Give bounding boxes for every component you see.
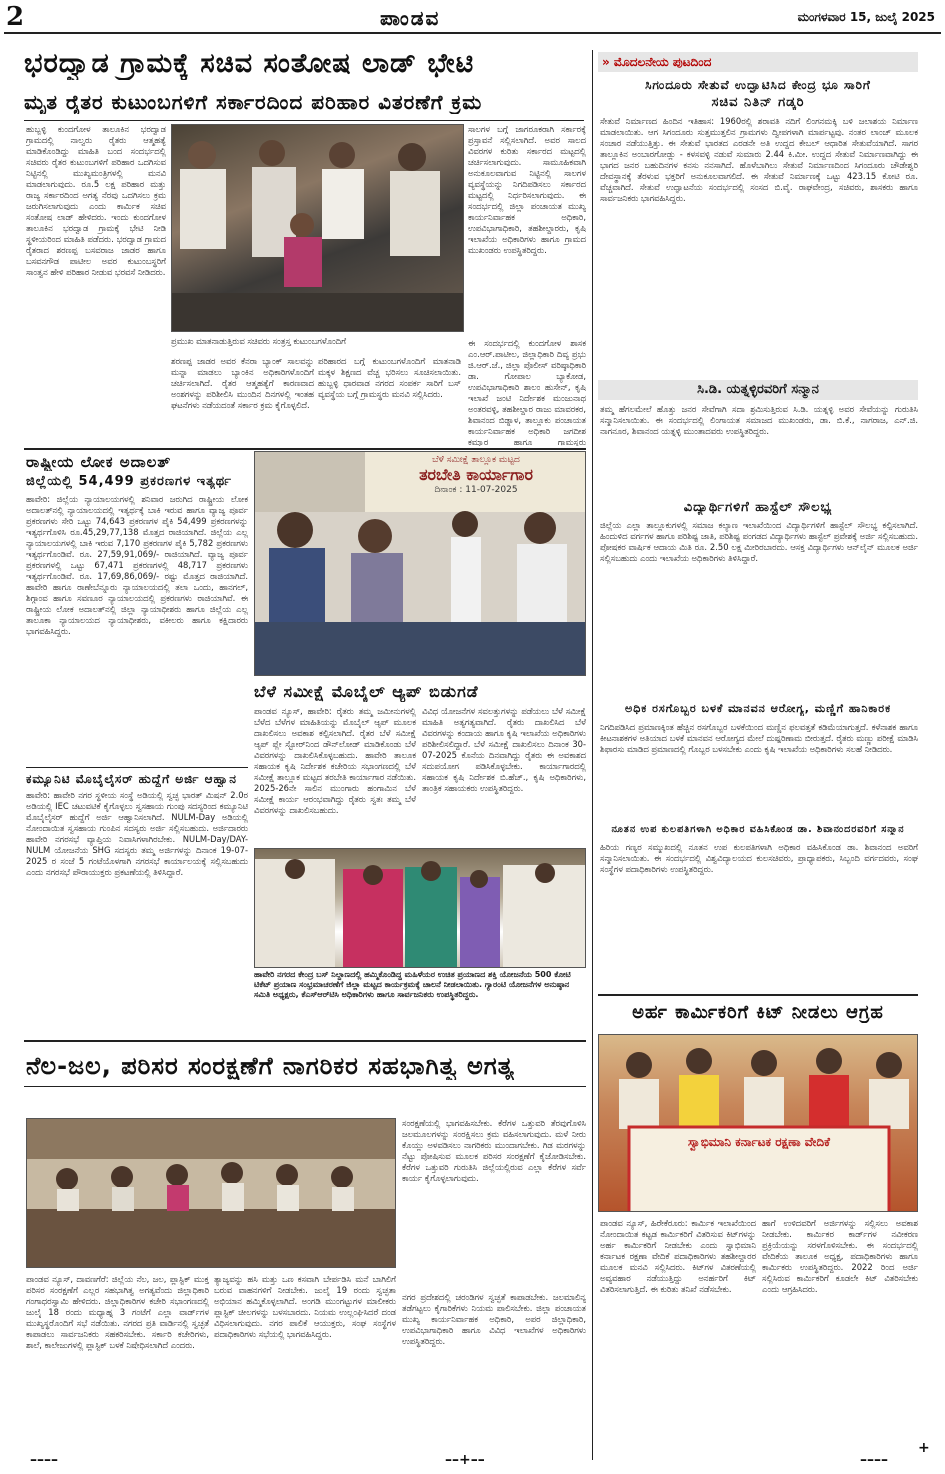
- water-column-1: ಪಾಂಡವ ನ್ಯೂಸ್, ದಾವಣಗೆರೆ: ಜಿಲ್ಲೆಯ ನೆಲ, ಜಲ, ಪ್ಲಾಸ್ಟಿಕ್ ಮುಕ್ತ ಪರಿಸರ ಸಂರಕ್ಷಣೆಗೆ ಎಲ್ಲರ ಸಹಭಾಗಿತ್ವ ಅಗತ್ಯವೆಂದು ಜಿಲ್ಲಾಧಿಕಾರಿ ಗಂಗಾಧರಸ್ವಾಮಿ ಹೇಳಿದರು. ಜಿಲ್ಲಾಧಿಕಾರಿಗಳ ಕಚೇರಿ ಸಭಾಂಗಣದಲ್ಲಿ ಜುಲೈ 18 ರಂದು ಮಧ್ಯಾಹ್ನ 3 ಗಂಟೆಗೆ ಎಲ್ಲಾ ವಾರ್ಡ್‌ಗಳ ಮುಖ್ಯಸ್ಥರೊಂದಿಗೆ ಸಭೆ ನಡೆಯಿತು. ನಗರದ ಪ್ರತಿ ವಾರ್ಡಿನಲ್ಲಿ ಸ್ವಚ್ಛತೆ ಕಾಪಾಡಲು ಸಾರ್ವಜನಿಕರು ಸಹಕರಿಸಬೇಕು. ಸರ್ಕಾರಿ ಕಚೇರಿಗಳು, ಶಾಲೆ, ಕಾಲೇಜುಗಳಲ್ಲಿ ಪ್ಲಾಸ್ಟಿಕ್ ಬಳಕೆ ನಿಷೇಧಿಸಲಾಗಿದೆ ಎಂದರು.: [26, 1274, 209, 1350]
- kit-headline: ಅರ್ಹ ಕಾರ್ಮಿಕರಿಗೆ ಕಿಟ್ ನೀಡಲು ಆಗ್ರಹ: [632, 1002, 884, 1023]
- workshop-photo-graphic: [255, 452, 586, 676]
- lok-adalat-subhead: ಜಿಲ್ಲೆಯಲ್ಲಿ 54,499 ಪ್ರಕರಣಗಳ ಇತ್ಯರ್ಥ: [26, 474, 232, 489]
- kit-column-1: ಪಾಂಡವ ನ್ಯೂಸ್, ಹಿರೇಕೆರೂರು: ಕಾರ್ಮಿಕ ಇಲಾಖೆಯಿಂದ ನೋಂದಾಯಿತ ಕಟ್ಟಡ ಕಾರ್ಮಿಕರಿಗೆ ವಿತರಿಸುವ ಕಿಟ್‌ಗಳನ್ನು ಅರ್ಹ ಕಾರ್ಮಿಕರಿಗೆ ನೀಡಬೇಕು ಎಂದು ಸ್ವಾಭಿಮಾನಿ ಕರ್ನಾಟಕ ರಕ್ಷಣಾ ವೇದಿಕೆ ಪದಾಧಿಕಾರಿಗಳು ತಹಶೀಲ್ದಾರರ ಮೂಲಕ ಮನವಿ ಸಲ್ಲಿಸಿದರು. ಕಿಟ್‌ಗಳ ವಿತರಣೆಯಲ್ಲಿ ಅವ್ಯವಹಾರ ನಡೆಯುತ್ತಿದ್ದು ಅನರ್ಹರಿಗೆ ಕಿಟ್ ವಿತರಿಸಲಾಗುತ್ತಿದೆ. ಈ ಕುರಿತು ತನಿಖೆ ನಡೆಸಬೇಕು.: [600, 1218, 756, 1294]
- crop-survey-headline: ಬೆಳೆ ಸಮೀಕ್ಷೆ ಮೊಬೈಲ್ ಆ್ಯಪ್ ಬಿಡುಗಡೆ: [254, 682, 479, 701]
- meeting-photo: [26, 1118, 396, 1268]
- lok-adalat-body: ಹಾವೇರಿ: ಜಿಲ್ಲೆಯ ನ್ಯಾಯಾಲಯಗಳಲ್ಲಿ ಶನಿವಾರ ಜರುಗಿದ ರಾಷ್ಟ್ರೀಯ ಲೋಕ ಅದಾಲತ್‌ನಲ್ಲಿ ನ್ಯಾಯಾಲಯದಲ್ಲಿ ಇತ್ಯರ್ಥಕ್ಕೆ ಬಾಕಿ ಇರುವ ಹಾಗೂ ವ್ಯಾಜ್ಯ ಪೂರ್ವ ಪ್ರಕರಣಗಳು ಸೇರಿ ಒಟ್ಟು 74,643 ಪ್ರಕರಣಗಳ ಪೈಕಿ 54,499 ಪ್ರಕರಣಗಳನ್ನು ಇತ್ಯರ್ಥಗೊಳಿಸಿ ರೂ.45,29,77,138 ಮೊತ್ತದ ರಾಜಿಯಾಗಿದೆ. ಜಿಲ್ಲೆಯ ಎಲ್ಲ ನ್ಯಾಯಾಲಯಗಳಲ್ಲಿ ಬಾಕಿ ಇರುವ 7,170 ಪ್ರಕರಣಗಳ ಪೈಕಿ 5,782 ಪ್ರಕರಣಗಳು ಇತ್ಯರ್ಥಗೊಂಡಿವೆ. ರೂ. 27,59,91,069/- ರಾಜಿಯಾಗಿದೆ. ವ್ಯಾಜ್ಯ ಪೂರ್ವ ಪ್ರಕರಣಗಳಲ್ಲಿ ಒಟ್ಟು 67,471 ಪ್ರಕರಣಗಳಲ್ಲಿ 48,717 ಪ್ರಕರಣಗಳು ಇತ್ಯರ್ಥಗೊಂಡಿವೆ. ರೂ. 17,69,86,069/- ರಷ್ಟು ಮೊತ್ತದ ರಾಜಿಯಾಗಿದೆ. ಹಾವೇರಿ ಹಾಗೂ ರಾಣೇಬೆನ್ನೂರು ನ್ಯಾಯಾಲಯದಲ್ಲಿ ತಲಾ ಒಂದು, ಹಾನಗಲ್, ಶಿಗ್ಗಾಂವ ಹಾಗೂ ಸವಣೂರ ನ್ಯಾಯಾಲಯದಲ್ಲಿ ಪ್ರಕರಣಗಳು ರಾಜಿಯಾಗಿವೆ. ಈ ರಾಷ್ಟ್ರೀಯ ಲೋಕ ಅದಾಲತ್‌ನಲ್ಲಿ ಜಿಲ್ಲಾ ನ್ಯಾಯಾಧೀಶರು ಹಾಗೂ ಜಿಲ್ಲೆಯ ಎಲ್ಲ ತಾಲೂಕಾ ನ್ಯಾಯಾಲಯದ ನ್ಯಾಯಾಧೀಶರು, ವಕೀಲರು ಹಾಗೂ ಕಕ್ಷಿದಾರರು ಭಾಗವಹಿಸಿದ್ದರು.: [26, 494, 248, 636]
- lead-column-1: ಹುಬ್ಬಳ್ಳಿ ಕುಂದಗೋಳ ತಾಲೂಕಿನ ಭರದ್ವಾಡ ಗ್ರಾಮದಲ್ಲಿ ನಾಲ್ವರು ರೈತರು ಆತ್ಮಹತ್ಯೆ ಮಾಡಿಕೊಂಡಿದ್ದು ಮಾಹಿತಿ ಬಂದ ಸಂದರ್ಭದಲ್ಲಿ ಸಚಿವರು ರೈತರ ಕುಟುಂಬಗಳಿಗೆ ಪರಿಹಾರ ಒದಗಿಸುವ ನಿಟ್ಟಿನಲ್ಲಿ ಮುಖ್ಯಮಂತ್ರಿಗಳಲ್ಲಿ ಮನವಿ ಮಾಡಲಾಗುವುದು. ರೂ.5 ಲಕ್ಷ ಪರಿಹಾರ ಮತ್ತು ರಾಜ್ಯ ಸರ್ಕಾರದಿಂದ ಅಗತ್ಯ ನೆರವು ಒದಗಿಸಲು ಕ್ರಮ ಜರುಗಿಸಲಾಗುವುದು ಎಂದು ಕಾರ್ಮಿಕ ಸಚಿವ ಸಂತೋಷ ಲಾಡ್ ಹೇಳಿದರು. ಇಂದು ಕುಂದಗೋಳ ತಾಲೂಕಿನ ಭರದ್ವಾಡ ಗ್ರಾಮಕ್ಕೆ ಭೇಟಿ ನೀಡಿ ಸ್ಥಳೀಯರಿಂದ ಮಾಹಿತಿ ಪಡೆದರು. ಭರದ್ವಾಡ ಗ್ರಾಮದ ರೈತರಾದ ಶರಣಪ್ಪ ಬಸವರಾಜ ಜಾಡರ ಹಾಗೂ ಬಸವನಗೌಡ ಪಾಟೀಲ ಅವರ ಕುಟುಂಬಸ್ಥರಿಗೆ ಸಾಂತ್ವನ ಹೇಳಿ ಪರಿಹಾರ ನೀಡುವ ಭರವಸೆ ನೀಡಿದರು.: [26, 124, 166, 277]
- issue-date: ಮಂಗಳವಾರ 15, ಜುಲೈ 2025: [797, 10, 935, 24]
- kit-photo-graphic: [599, 1035, 918, 1212]
- lead-photo-graphic: [172, 125, 464, 332]
- lok-adalat-headline: ರಾಷ್ಟ್ರೀಯ ಲೋಕ ಅದಾಲತ್: [26, 453, 172, 471]
- fertilizer-body: ನಿಗದಿಪಡಿಸಿದ ಪ್ರಮಾಣಕ್ಕಿಂತ ಹೆಚ್ಚಿನ ರಸಗೊಬ್ಬರ ಬಳಕೆಯಿಂದ ಮಣ್ಣಿನ ಫಲವತ್ತತೆ ಕಡಿಮೆಯಾಗುತ್ತದೆ. ಕಳೆನಾಶಕ ಹಾಗೂ ಕೀಟನಾಶಕಗಳ ಅತಿಯಾದ ಬಳಕೆ ಮಾನವನ ಆರೋಗ್ಯದ ಮೇಲೆ ದುಷ್ಪರಿಣಾಮ ಬೀರುತ್ತದೆ. ರೈತರು ಮಣ್ಣು ಪರೀಕ್ಷೆ ಮಾಡಿಸಿ ಶಿಫಾರಸು ಮಾಡಿದ ಪ್ರಮಾಣದಲ್ಲಿ ಗೊಬ್ಬರ ಬಳಸಬೇಕು ಎಂದು ಕೃಷಿ ಇಲಾಖೆಯ ಅಧಿಕಾರಿಗಳು ಸಲಹೆ ನೀಡಿದರು.: [600, 722, 918, 754]
- yatnalli-body: ತಮ್ಮ ಹೆಗಲಮೇಲೆ ಹೊತ್ತು ಜನರ ಸೇವೆಗಾಗಿ ಸದಾ ಶ್ರಮಿಸುತ್ತಿರುವ ಸಿ.ಡಿ. ಯತ್ನಳ್ಳಿ ಅವರ ಸೇವೆಯನ್ನು ಗುರುತಿಸಿ ಸನ್ಮಾನಿಸಲಾಯಿತು. ಈ ಸಂದರ್ಭದಲ್ಲಿ ಲಿಂಗಾಯತ ಸಮಾಜದ ಮುಖಂಡರು, ಡಾ. ಬಿ.ಕೆ., ನಾಗರಾಜ, ಎನ್.ಜಿ. ನಾಗನೂರ, ಶಿವಾನಂದ ಯತ್ನಳ್ಳಿ ಮುಂತಾದವರು ಉಪಸ್ಥಿತರಿದ್ದರು.: [600, 404, 918, 436]
- kit-column-2: ಹಾಗೆ ಉಳಿದವರಿಗೆ ಅರ್ಜಿಗಳನ್ನು ಸಲ್ಲಿಸಲು ಅವಕಾಶ ನೀಡಬೇಕು. ಕಾರ್ಮಿಕರ ಕಾರ್ಡ್‌ಗಳ ನವೀಕರಣ ಪ್ರಕ್ರಿಯೆಯನ್ನು ಸರಳಗೊಳಿಸಬೇಕು. ಈ ಸಂದರ್ಭದಲ್ಲಿ ವೇದಿಕೆಯ ತಾಲೂಕ ಅಧ್ಯಕ್ಷ, ಪದಾಧಿಕಾರಿಗಳು ಹಾಗೂ ಕಾರ್ಮಿಕರು ಉಪಸ್ಥಿತರಿದ್ದರು. 2022 ರಿಂದ ಅರ್ಜಿ ಸಲ್ಲಿಸಿರುವ ಕಾರ್ಮಿಕರಿಗೆ ಕೂಡಲೇ ಕಿಟ್ ವಿತರಿಸಬೇಕು ಎಂದು ಆಗ್ರಹಿಸಿದರು.: [762, 1218, 918, 1294]
- lead-column-5: ಈ ಸಂದರ್ಭದಲ್ಲಿ ಕುಂದಗೋಳ ಶಾಸಕ ಎಂ.ಆರ್.ಪಾಟೀಲ, ಜಿಲ್ಲಾಧಿಕಾರಿ ದಿವ್ಯ ಪ್ರಭು ಜಿ.ಆರ್.ಜೆ., ಜಿಲ್ಲಾ ಪೊಲೀಸ್ ವರಿಷ್ಠಾಧಿಕಾರಿ ಡಾ. ಗೋಪಾಲ ಬ್ಯಾಕೋಡ, ಉಪವಿಭಾಗಾಧಿಕಾರಿ ಶಾಲಂ ಹುಸೇನ್, ಕೃಷಿ ಇಲಾಖೆ ಜಂಟಿ ನಿರ್ದೇಶಕ ಮಂಜುನಾಥ ಅಂತರವಳ್ಳಿ, ತಹಶೀಲ್ದಾರ ರಾಜು ಮಾವರಕರ, ಶಿವಾನಂದ ಬಿಡ್ನಾಳ, ತಾಲ್ಲೂಕು ಪಂಚಾಯತ ಕಾರ್ಯನಿರ್ವಾಹಕ ಅಧಿಕಾರಿ ಜಗದೀಶ ಕಮ್ಮಾರ ಹಾಗೂ ಗ್ರಾಮಸ್ಥರು: [468, 338, 586, 446]
- water-headline: ನೆಲ-ಜಲ, ಪರಿಸರ ಸಂರಕ್ಷಣೆಗೆ ನಾಗರಿಕರ ಸಹಭಾಗಿತ್ವ ಅಗತ್ಯ: [26, 1052, 515, 1080]
- lead-photo: [171, 124, 464, 332]
- hostel-body: ಜಿಲ್ಲೆಯ ಎಲ್ಲಾ ತಾಲ್ಲೂಕುಗಳಲ್ಲಿ ಸಮಾಜ ಕಲ್ಯಾಣ ಇಲಾಖೆಯಿಂದ ವಿದ್ಯಾರ್ಥಿಗಳಿಗೆ ಹಾಸ್ಟೆಲ್ ಸೌಲಭ್ಯ ಕಲ್ಪಿಸಲಾಗಿದೆ. ಹಿಂದುಳಿದ ವರ್ಗಗಳ ಹಾಗೂ ಪರಿಶಿಷ್ಟ ಜಾತಿ, ಪರಿಶಿಷ್ಟ ಪಂಗಡದ ವಿದ್ಯಾರ್ಥಿಗಳು ಹಾಸ್ಟೆಲ್ ಪ್ರವೇಶಕ್ಕೆ ಅರ್ಜಿ ಸಲ್ಲಿಸಬಹುದು. ಪೋಷಕರ ವಾರ್ಷಿಕ ಆದಾಯ ಮಿತಿ ರೂ. 2.50 ಲಕ್ಷ ಮೀರಿರಬಾರದು. ಆಸಕ್ತ ವಿದ್ಯಾರ್ಥಿಗಳು ಆನ್‌ಲೈನ್ ಮೂಲಕ ಅರ್ಜಿ ಸಲ್ಲಿಸಬಹುದು ಎಂದು ಇಲಾಖೆಯ ಅಧಿಕಾರಿಗಳು ತಿಳಿಸಿದ್ದಾರೆ.: [600, 520, 918, 563]
- ceremony-photo: [254, 848, 586, 968]
- column-divider: [592, 50, 593, 1460]
- footer-mark-left: ––––: [30, 1452, 58, 1468]
- shivanand-headline: ನೂತನ ಉಪ ಕುಲಪತಿಗಳಾಗಿ ಅಧಿಕಾರ ವಹಿಸಿಕೊಂಡ ಡಾ. ಶಿವಾನಂದರವರಿಗೆ ಸನ್ಮಾನ: [611, 824, 905, 835]
- hostel-headline: ವಿದ್ಯಾರ್ಥಿಗಳಿಗೆ ಹಾಸ್ಟೆಲ್ ಸೌಲಭ್ಯ: [683, 500, 833, 515]
- lead-rule: [24, 120, 584, 121]
- ceremony-photo-caption: ಹಾವೇರಿ ನಗರದ ಕೇಂದ್ರ ಬಸ್ ನಿಲ್ದಾಣದಲ್ಲಿ ಹಮ್ಮಿಕೊಂಡಿದ್ದ ಮಹಿಳೆಯರ ಉಚಿತ ಪ್ರಯಾಣದ ಶಕ್ತಿ ಯೋಜನೆಯ 500 ಕೋಟಿ ಟಿಕೆಟ್ ಪ್ರಯಾಣ ಸಂಭ್ರಮಾಚರಣೆಗೆ ಜಿಲ್ಲಾ ಮಟ್ಟದ ಕಾರ್ಯಕ್ರಮಕ್ಕೆ ಚಾಲನೆ ನೀಡಲಾಯಿತು. ಗ್ಯಾರಂಟಿ ಯೋಜನೆಗಳ ಅನುಷ್ಠಾನ ಸಮಿತಿ ಅಧ್ಯಕ್ಷರು, ಕೆಎಸ್‌ಆರ್‌ಟಿಸಿ ಅಧಿಕಾರಿಗಳು ಹಾಗೂ ಸಾರ್ವಜನಿಕರು ಉಪಸ್ಥಿತರಿದ್ದರು.: [254, 970, 571, 999]
- lead-photo-caption: ಪ್ರಮುಖ ಮಾತನಾಡುತ್ತಿರುವ ಸಚಿವರು ಸಂತ್ರಸ್ತ ಕುಟುಂಬಗಳೊಂದಿಗೆ: [171, 336, 347, 346]
- gadkari-headline-line1: ಸಿಗಂದೂರು ಸೇತುವೆ ಉದ್ಘಾಟಿಸಿದ ಕೇಂದ್ರ ಭೂ ಸಾರಿಗೆ: [645, 78, 871, 92]
- lead-column-3: ಶರಣಪ್ಪ ಜಾಡರ ಅವರ ಕೆನರಾ ಬ್ಯಾಂಕ್ ಸಾಲವನ್ನು ಮನ್ನಾ ಮಾಡಲು ಬ್ಯಾಂಕಿನ ಅಧಿಕಾರಿಗಳೊಂದಿಗೆ ಚರ್ಚಿಸಲಾಗಿದೆ. ರೈತರ ಆತ್ಮಹತ್ಯೆಗೆ ಕಾರಣವಾದ ಅಂಶಗಳನ್ನು ಪರಿಶೀಲಿಸಿ ಮುಂದಿನ ದಿನಗಳಲ್ಲಿ ಇಂತಹ ಘಟನೆಗಳು ನಡೆಯದಂತೆ ಸರ್ಕಾರ ಕ್ರಮ ಕೈಗೊಳ್ಳಲಿದೆ.: [171, 356, 314, 410]
- water-column-2: ತ್ಯಾಜ್ಯವನ್ನು ಹಸಿ ಮತ್ತು ಒಣ ಕಸವಾಗಿ ಬೇರ್ಪಡಿಸಿ ಮನೆ ಬಾಗಿಲಿಗೆ ಬರುವ ವಾಹನಗಳಿಗೆ ನೀಡಬೇಕು. ಜುಲೈ 19 ರಂದು ಸ್ವಚ್ಛತಾ ಅಭಿಯಾನ ಹಮ್ಮಿಕೊಳ್ಳಲಾಗಿದೆ. ಅಂಗಡಿ ಮುಂಗಟ್ಟುಗಳ ಮಾಲೀಕರು ಪ್ಲಾಸ್ಟಿಕ್ ಚೀಲಗಳನ್ನು ಬಳಸಬಾರದು. ನಿಯಮ ಉಲ್ಲಂಘಿಸಿದರೆ ದಂಡ ವಿಧಿಸಲಾಗುವುದು. ನಗರ ಪಾಲಿಕೆ ಆಯುಕ್ತರು, ಸಂಘ ಸಂಸ್ಥೆಗಳ ಪದಾಧಿಕಾರಿಗಳು ಸಭೆಯಲ್ಲಿ ಭಾಗವಹಿಸಿದ್ದರು.: [214, 1274, 396, 1339]
- mobilizer-rule: [26, 767, 248, 768]
- kit-photo-banner: ಸ್ವಾಭಿಮಾನಿ ಕರ್ನಾಟಕ ರಕ್ಷಣಾ ವೇದಿಕೆ: [687, 1135, 831, 1149]
- workshop-banner-line1: ಬೆಳೆ ಸಮೀಕ್ಷೆ ತಾಲ್ಲೂಕ ಮಟ್ಟದ: [432, 455, 520, 465]
- lead-subhead: ಮೃತ ರೈತರ ಕುಟುಂಬಗಳಿಗೆ ಸರ್ಕಾರದಿಂದ ಪರಿಹಾರ ವಿತರಣೆಗೆ ಕ್ರಮ: [24, 90, 483, 114]
- kit-photo: [598, 1034, 918, 1212]
- page-number: 2: [6, 2, 25, 32]
- lead-column-2: ಸಾಲಗಳ ಬಗ್ಗೆ ಜಾಗರೂಕರಾಗಿ ಸರ್ಕಾರಕ್ಕೆ ಪ್ರಸ್ತಾವನೆ ಸಲ್ಲಿಸಲಾಗಿದೆ. ಅವರ ಸಾಲದ ವಿವರಗಳ ಕುರಿತು ಸರ್ಕಾರದ ಮಟ್ಟದಲ್ಲಿ ಚರ್ಚಿಸಲಾಗುವುದು. ಸಾಮೂಹಿಕವಾಗಿ ಅನುಕೂಲವಾಗುವ ನಿಟ್ಟಿನಲ್ಲಿ ಸಾಲಗಳ ವ್ಯವಸ್ಥೆಯನ್ನು ನಿಗದಿಪಡಿಸಲು ಸರ್ಕಾರದ ಮಟ್ಟದಲ್ಲಿ ನಿರ್ಧರಿಸಲಾಗುವುದು. ಈ ಸಂದರ್ಭದಲ್ಲಿ ಜಿಲ್ಲಾ ಪಂಚಾಯತ ಮುಖ್ಯ ಕಾರ್ಯನಿರ್ವಾಹಕ ಅಧಿಕಾರಿ, ಉಪವಿಭಾಗಾಧಿಕಾರಿ, ತಹಶೀಲ್ದಾರರು, ಕೃಷಿ ಇಲಾಖೆಯ ಅಧಿಕಾರಿಗಳು ಹಾಗೂ ಗ್ರಾಮದ ಮುಖಂಡರು ಉಪಸ್ಥಿತರಿದ್ದರು.: [468, 124, 586, 255]
- workshop-photo: [254, 451, 586, 676]
- registration-mark: +: [918, 1440, 930, 1456]
- water-column-3: ಸಂರಕ್ಷಣೆಯಲ್ಲಿ ಭಾಗವಹಿಸಬೇಕು. ಕೆರೆಗಳ ಒತ್ತುವರಿ ತೆರವುಗೊಳಿಸಿ ಜಲಮೂಲಗಳನ್ನು ಸಂರಕ್ಷಿಸಲು ಕ್ರಮ ವಹಿಸಲಾಗುವುದು. ಮಳೆ ನೀರು ಕೊಯ್ಲು ಅಳವಡಿಸಲು ನಾಗರಿಕರು ಮುಂದಾಗಬೇಕು. ಗಿಡ ಮರಗಳನ್ನು ನೆಟ್ಟು ಪೋಷಿಸುವ ಮೂಲಕ ಪರಿಸರ ಸಂರಕ್ಷಣೆಗೆ ಕೈಜೋಡಿಸಬೇಕು. ಕೆರೆಗಳ ಒತ್ತುವರಿ ಗುರುತಿಸಿ ಜಿಲ್ಲೆಯಲ್ಲಿರುವ ಎಲ್ಲಾ ಕೆರೆಗಳ ಸರ್ವೆ ಕಾರ್ಯ ಕೈಗೊಳ್ಳಲಾಗುವುದು.: [402, 1118, 586, 1183]
- yatnalli-headline: ಸಿ.ಡಿ. ಯತ್ನಳ್ಳಿರವರಿಗೆ ಸನ್ಮಾನ: [598, 380, 918, 400]
- gadkari-headline-line2: ಸಚಿವ ನಿತಿನ್ ಗಡ್ಕರಿ: [711, 95, 805, 110]
- continued-banner: » ಮೊದಲನೇಯ ಪುಟದಿಂದ: [598, 52, 918, 72]
- mobilizer-body: ಹಾವೇರಿ: ಹಾವೇರಿ ನಗರ ಸ್ಥಳೀಯ ಸಂಸ್ಥೆ ಅಡಿಯಲ್ಲಿ ಸ್ವಚ್ಛ ಭಾರತ್ ಮಿಷನ್ 2.0ರ ಅಡಿಯಲ್ಲಿ IEC ಚಟುವಟಿಕೆ ಕೈಗೊಳ್ಳಲು ಸ್ವಸಹಾಯ ಗುಂಪು ಸದಸ್ಯರಿಂದ ಕಮ್ಯೂನಿಟಿ ಮೊಬೈಲೈಸರ್ ಹುದ್ದೆಗೆ ಅರ್ಜಿ ಆಹ್ವಾನಿಸಲಾಗಿದೆ. NULM-Day ಅಡಿಯಲ್ಲಿ ನೋಂದಾಯಿತ ಸ್ವಸಹಾಯ ಗುಂಪಿನ ಸದಸ್ಯರು ಅರ್ಜಿ ಸಲ್ಲಿಸಬಹುದು. ಅರ್ಜಿದಾರರು ಹಾವೇರಿ ನಗರಸಭೆ ವ್ಯಾಪ್ತಿಯ ನಿವಾಸಿಗಳಾಗಿರಬೇಕು. NULM-Day/DAY-NULM ಯೋಜನೆಯ SHG ಸದಸ್ಯರು ತಮ್ಮ ಅರ್ಜಿಗಳನ್ನು ದಿನಾಂಕ 19-07-2025 ರ ಸಂಜೆ 5 ಗಂಟೆಯೊಳಗಾಗಿ ನಗರಸಭೆ ಕಾರ್ಯಾಲಯಕ್ಕೆ ಸಲ್ಲಿಸಬಹುದು ಎಂದು ನಗರಸಭೆ ಪೌರಾಯುಕ್ತರು ಪ್ರಕಟಣೆಯಲ್ಲಿ ತಿಳಿಸಿದ್ದಾರೆ.: [26, 790, 248, 877]
- water-top-rule: [24, 1040, 586, 1042]
- footer-mark-right: ––––: [860, 1452, 888, 1468]
- fertilizer-headline: ಅಧಿಕ ರಸಗೊಬ್ಬರ ಬಳಕೆ ಮಾನವನ ಆರೋಗ್ಯ, ಮಣ್ಣಿಗೆ ಹಾನಿಕಾರಕ: [624, 702, 892, 715]
- shivanand-body: ಹಿರಿಯ ಗಣ್ಯರ ಸಮ್ಮುಖದಲ್ಲಿ ನೂತನ ಉಪ ಕುಲಪತಿಗಳಾಗಿ ಅಧಿಕಾರ ವಹಿಸಿಕೊಂಡ ಡಾ. ಶಿವಾನಂದ ಅವರಿಗೆ ಸನ್ಮಾನಿಸಲಾಯಿತು. ಈ ಸಂದರ್ಭದಲ್ಲಿ ವಿಶ್ವವಿದ್ಯಾಲಯದ ಕುಲಸಚಿವರು, ಪ್ರಾಧ್ಯಾಪಕರು, ಸಿಬ್ಬಂದಿ ವರ್ಗದವರು, ಸಂಘ ಸಂಸ್ಥೆಗಳ ಪದಾಧಿಕಾರಿಗಳು ಉಪಸ್ಥಿತರಿದ್ದರು.: [600, 842, 918, 874]
- workshop-banner-line2: ತರಬೇತಿ ಕಾರ್ಯಾಗಾರ: [419, 465, 533, 484]
- lead-bottom-rule: [24, 448, 586, 450]
- ceremony-photo-graphic: [255, 849, 586, 968]
- kit-top-rule: [598, 994, 918, 996]
- masthead: ಪಾಂಡವ: [380, 6, 441, 30]
- crop-survey-column-2: ವಿವಿಧ ಯೋಜನೆಗಳ ಸವಲತ್ತುಗಳನ್ನು ಪಡೆಯಲು ಬೆಳೆ ಸಮೀಕ್ಷೆ ಮಾಹಿತಿ ಅತ್ಯಗತ್ಯವಾಗಿದೆ. ರೈತರು ದಾಖಲಿಸಿದ ಬೆಳೆ ವಿವರಗಳನ್ನು ಕಂದಾಯ ಹಾಗೂ ಕೃಷಿ ಇಲಾಖೆಯ ಅಧಿಕಾರಿಗಳು ಪರಿಶೀಲಿಸಲಿದ್ದಾರೆ. ಬೆಳೆ ಸಮೀಕ್ಷೆ ದಾಖಲಿಸಲು ದಿನಾಂಕ 30-07-2025 ಕೊನೆಯ ದಿನವಾಗಿದ್ದು ರೈತರು ಈ ಅವಕಾಶದ ಸದುಪಯೋಗ ಪಡಿಸಿಕೊಳ್ಳಬೇಕು. ಕಾರ್ಯಾಗಾರದಲ್ಲಿ ಸಹಾಯಕ ಕೃಷಿ ನಿರ್ದೇಶಕ ಬಿ.ಹೆಚ್., ಕೃಷಿ ಅಧಿಕಾರಿಗಳು, ತಾಂತ್ರಿಕ ಸಹಾಯಕರು ಉಪಸ್ಥಿತರಿದ್ದರು.: [422, 706, 586, 793]
- header-rule: [4, 32, 941, 34]
- crop-survey-column-1: ಪಾಂಡವ ನ್ಯೂಸ್, ಹಾವೇರಿ: ರೈತರು ತಮ್ಮ ಜಮೀನುಗಳಲ್ಲಿ ಬೆಳೆದ ಬೆಳೆಗಳ ಮಾಹಿತಿಯನ್ನು ಮೊಬೈಲ್ ಆ್ಯಪ್ ಮೂಲಕ ದಾಖಲಿಸಲು ಅವಕಾಶ ಕಲ್ಪಿಸಲಾಗಿದೆ. ರೈತರ ಬೆಳೆ ಸಮೀಕ್ಷೆ ಆ್ಯಪ್ ಪ್ಲೇ ಸ್ಟೋರ್‌ನಿಂದ ಡೌನ್‌ಲೋಡ್ ಮಾಡಿಕೊಂಡು ಬೆಳೆ ವಿವರಗಳನ್ನು ದಾಖಲಿಸಿಕೊಳ್ಳಬಹುದು. ಹಾವೇರಿ ತಾಲೂಕ ಸಹಾಯಕ ಕೃಷಿ ನಿರ್ದೇಶಕ ಕಚೇರಿಯ ಸಭಾಂಗಣದಲ್ಲಿ ಬೆಳೆ ಸಮೀಕ್ಷೆ ತಾಲ್ಲೂಕ ಮಟ್ಟದ ತರಬೇತಿ ಕಾರ್ಯಾಗಾರ ನಡೆಯಿತು. 2025-26ನೇ ಸಾಲಿನ ಮುಂಗಾರು ಹಂಗಾಮಿನ ಬೆಳೆ ಸಮೀಕ್ಷೆ ಕಾರ್ಯ ಆರಂಭವಾಗಿದ್ದು ರೈತರು ಸ್ವತಃ ತಮ್ಮ ಬೆಳೆ ವಿವರಗಳನ್ನು ದಾಖಲಿಸಬಹುದು.: [254, 706, 416, 815]
- water-headline-rule: [24, 1086, 586, 1087]
- water-column-4: ನಗರ ಪ್ರದೇಶದಲ್ಲಿ ಚರಂಡಿಗಳ ಸ್ವಚ್ಛತೆ ಕಾಪಾಡಬೇಕು. ಜಲಮಾಲಿನ್ಯ ತಡೆಗಟ್ಟಲು ಕೈಗಾರಿಕೆಗಳು ನಿಯಮ ಪಾಲಿಸಬೇಕು. ಜಿಲ್ಲಾ ಪಂಚಾಯತ ಮುಖ್ಯ ಕಾರ್ಯನಿರ್ವಾಹಕ ಅಧಿಕಾರಿ, ಅಪರ ಜಿಲ್ಲಾಧಿಕಾರಿ, ಉಪವಿಭಾಗಾಧಿಕಾರಿ ಹಾಗೂ ವಿವಿಧ ಇಲಾಖೆಗಳ ಅಧಿಕಾರಿಗಳು ಉಪಸ್ಥಿತರಿದ್ದರು.: [402, 1292, 586, 1346]
- workshop-banner-date: ದಿನಾಂಕ : 11-07-2025: [434, 485, 518, 495]
- meeting-photo-graphic: [27, 1119, 396, 1268]
- footer-mark-center: ––+––: [445, 1452, 485, 1468]
- mobilizer-headline: ಕಮ್ಯೂನಿಟಿ ಮೊಬೈಲೈಸರ್ ಹುದ್ದೆಗೆ ಅರ್ಜಿ ಆಹ್ವಾನ: [26, 772, 237, 786]
- gadkari-body: ಸೇತುವೆ ನಿರ್ಮಾಣದ ಹಿಂದಿನ ಇತಿಹಾಸ: 1960ರಲ್ಲಿ ಶರಾವತಿ ನದಿಗೆ ಲಿಂಗನಮಕ್ಕಿ ಬಳಿ ಜಲಾಶಯ ನಿರ್ಮಾಣ ಮಾಡಲಾಯಿತು. ಆಗ ಸಿಗಂದೂರು ಸುತ್ತಮುತ್ತಲಿನ ಗ್ರಾಮಗಳು ದ್ವೀಪಗಳಾಗಿ ಮಾರ್ಪಟ್ಟವು. ನಂತರ ಲಾಂಚ್ ಮೂಲಕ ಸಂಚಾರ ನಡೆಯುತ್ತಿತ್ತು. ಈ ಸೇತುವೆ ಭಾರತದ ಎರಡನೇ ಅತಿ ಉದ್ದದ ಕೇಬಲ್ ಆಧಾರಿತ ಸೇತುವೆಯಾಗಿದೆ. ಸಾಗರ ತಾಲ್ಲೂಕಿನ ಅಂಬಾರಗೋಡ್ಲು - ಕಳಸವಳ್ಳಿ ನಡುವೆ ಸುಮಾರು 2.44 ಕಿ.ಮೀ. ಉದ್ದದ ಸೇತುವೆ ನಿರ್ಮಾಣವಾಗಿದ್ದು ಈ ಭಾಗದ ಜನರ ಬಹುದಿನಗಳ ಕನಸು ನನಸಾಗಿದೆ. ಹೊಳೆಬಾಗಿಲು ಸೇತುವೆ ನಿರ್ಮಾಣದಿಂದ ಸಿಗಂದೂರು ಚೌಡೇಶ್ವರಿ ದೇವಸ್ಥಾನಕ್ಕೆ ತೆರಳುವ ಭಕ್ತರಿಗೆ ಅನುಕೂಲವಾಗಲಿದೆ. ಈ ಸೇತುವೆ ನಿರ್ಮಾಣಕ್ಕೆ ಒಟ್ಟು 423.15 ಕೋಟಿ ರೂ. ವೆಚ್ಚವಾಗಿದೆ. ಸೇತುವೆ ಉದ್ಘಾಟನೆಯ ಸಂದರ್ಭದಲ್ಲಿ ಸಂಸದ ಬಿ.ವೈ. ರಾಘವೇಂದ್ರ, ಸಚಿವರು, ಶಾಸಕರು ಹಾಗೂ ಸಾರ್ವಜನಿಕರು ಭಾಗವಹಿಸಿದ್ದರು.: [600, 116, 918, 203]
- lead-headline: ಭರದ್ವಾಡ ಗ್ರಾಮಕ್ಕೆ ಸಚಿವ ಸಂತೋಷ ಲಾಡ್ ಭೇಟಿ: [24, 48, 475, 79]
- lead-column-4: ಪರಿಹಾರದ ಬಗ್ಗೆ ಕುಟುಂಬಗಳೊಂದಿಗೆ ಮಾತನಾಡಿ ಮಕ್ಕಳ ಶಿಕ್ಷಣದ ವೆಚ್ಚ ಭರಿಸಲು ಸೂಚಿಸಲಾಯಿತು. ಹುಬ್ಬಳ್ಳಿ ಧಾರವಾಡ ನಗರದ ಸಂಪರ್ಕ ಸಾರಿಗೆ ಬಸ್ ವ್ಯವಸ್ಥೆಯ ಬಗ್ಗೆ ಗ್ರಾಮಸ್ಥರು ಮನವಿ ಸಲ್ಲಿಸಿದರು.: [318, 356, 461, 399]
